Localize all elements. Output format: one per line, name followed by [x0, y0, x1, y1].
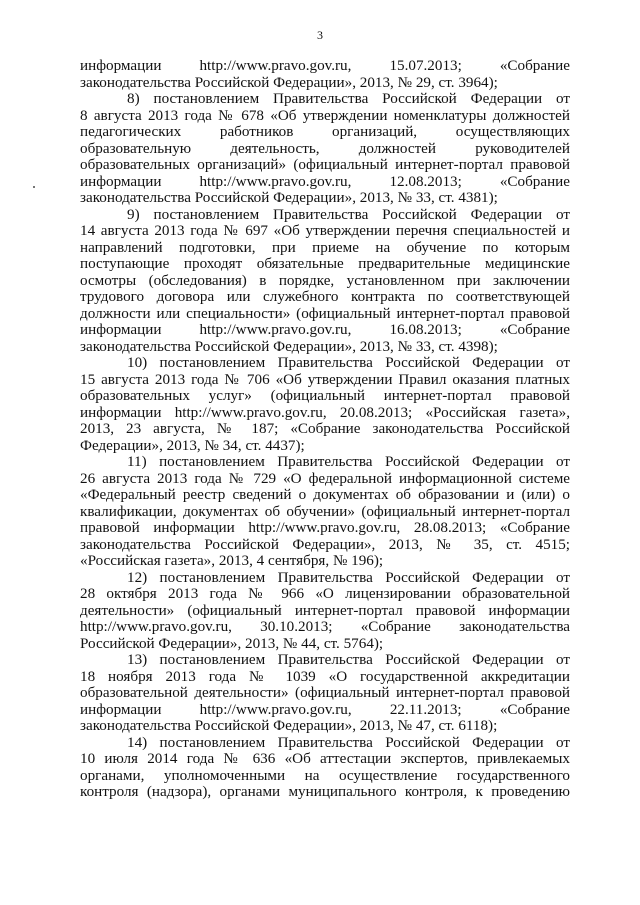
text-line: Федерации», 2013, № 34, ст. 4437);: [80, 436, 305, 454]
text-line: 8) постановлением Правительства Российской Федерации от: [127, 90, 570, 107]
paragraph: [80, 570, 570, 653]
text-line: должности или специальности» (официальный интернет-портал правовой: [80, 304, 570, 322]
text-line: 9) постановлением Правительства Российской Федерации от: [127, 205, 570, 223]
text-line: 26 августа 2013 года № 729 «О федеральной информационной системе: [80, 469, 570, 487]
text-line: «Федеральный реестр сведений о документах об образовании и (или) о: [80, 486, 570, 503]
text-line: образовательных организаций» (официальный интернет-портал правовой: [80, 156, 570, 173]
text-line: образовательной деятельности» (официальный интернет-портал правовой: [80, 684, 570, 701]
text-line: 10 июля 2014 года № 636 «Об аттестации экспертов, привлекаемых: [80, 750, 570, 767]
text-line: законодательства Российской Федерации», 2013, № 35, ст. 4515;: [80, 535, 570, 553]
text-line: 12) постановлением Правительства Российской Федерации от: [127, 568, 570, 586]
text-line: квалификации, документах об обучении» (официальный интернет-портал: [80, 502, 570, 520]
text-line: 8 августа 2013 года № 678 «Об утверждении номенклатуры должностей: [80, 106, 570, 124]
text-line: 14 августа 2013 года № 697 «Об утверждении перечня специальностей и: [80, 222, 570, 239]
text-line: информации http://www.pravo.gov.ru, 22.11.2013; «Собрание: [80, 700, 570, 718]
text-line: законодательства Российской Федерации», 2013, № 29, ст. 3964);: [80, 73, 498, 91]
text-line: контроля (надзора), органами муниципального контроля, к проведению: [80, 783, 570, 800]
text-line: поступающие проходят обязательные предварительные медицинские: [80, 255, 570, 272]
text-line: 11) постановлением Правительства Российской Федерации от: [127, 453, 570, 470]
document-body: [80, 58, 570, 801]
text-line: законодательства Российской Федерации», 2013, № 33, ст. 4381);: [80, 189, 498, 206]
text-line: педагогических работников организаций, осуществляющих: [80, 123, 570, 140]
page-number: 3: [317, 28, 323, 42]
text-line: образовательных услуг» (официальный интернет-портал правовой: [80, 387, 570, 404]
text-line: правовой информации http://www.pravo.gov.ru, 28.08.2013; «Собрание: [80, 519, 570, 536]
text-line: информации http://www.pravo.gov.ru, 20.08.2013; «Российская газета»,: [80, 403, 570, 421]
scan-mark: [33, 186, 35, 188]
text-line: 18 ноября 2013 года № 1039 «О государственной аккредитации: [80, 667, 570, 685]
text-line: осмотры (обследования) в порядке, установленном при заключении: [80, 271, 570, 289]
text-line: информации http://www.pravo.gov.ru, 16.08.2013; «Собрание: [80, 321, 570, 338]
text-line: направлений подготовки, при приеме на обучение по которым: [80, 238, 570, 256]
text-line: 13) постановлением Правительства Российской Федерации от: [127, 651, 570, 668]
text-line: информации http://www.pravo.gov.ru, 12.08.2013; «Собрание: [80, 172, 570, 190]
paragraph: [80, 454, 570, 570]
text-line: трудового договора или служебного контракта по соответствующей: [80, 288, 570, 305]
paragraph: [80, 91, 570, 207]
text-line: органами, уполномоченными на осуществление государственного: [80, 766, 570, 784]
text-line: законодательства Российской Федерации», 2013, № 33, ст. 4398);: [80, 337, 498, 355]
text-line: 10) постановлением Правительства Российской Федерации от: [127, 354, 570, 371]
text-line: http://www.pravo.gov.ru, 30.10.2013; «Собрание законодательства: [80, 618, 570, 635]
text-line: 14) постановлением Правительства Российской Федерации от: [127, 733, 570, 751]
paragraph: [80, 58, 570, 91]
text-line: «Российская газета», 2013, 4 сентября, № 196);: [80, 552, 384, 569]
paragraph: [80, 735, 570, 801]
text-line: деятельности» (официальный интернет-портал правовой информации: [80, 601, 570, 619]
text-line: информации http://www.pravo.gov.ru, 15.07.2013; «Собрание: [80, 57, 570, 74]
paragraph: [80, 207, 570, 356]
paragraph: [80, 355, 570, 454]
text-line: законодательства Российской Федерации», 2013, № 47, ст. 6118);: [80, 717, 498, 734]
text-line: образовательную деятельность, должностей руководителей: [80, 139, 570, 157]
text-line: Российской Федерации», 2013, № 44, ст. 5764);: [80, 634, 384, 652]
paragraph: [80, 652, 570, 735]
text-line: 15 августа 2013 года № 706 «Об утверждении Правил оказания платных: [80, 370, 570, 388]
text-line: 2013, 23 августа, № 187; «Собрание законодательства Российской: [80, 420, 570, 437]
text-line: 28 октября 2013 года № 966 «О лицензировании образовательной: [80, 585, 570, 602]
